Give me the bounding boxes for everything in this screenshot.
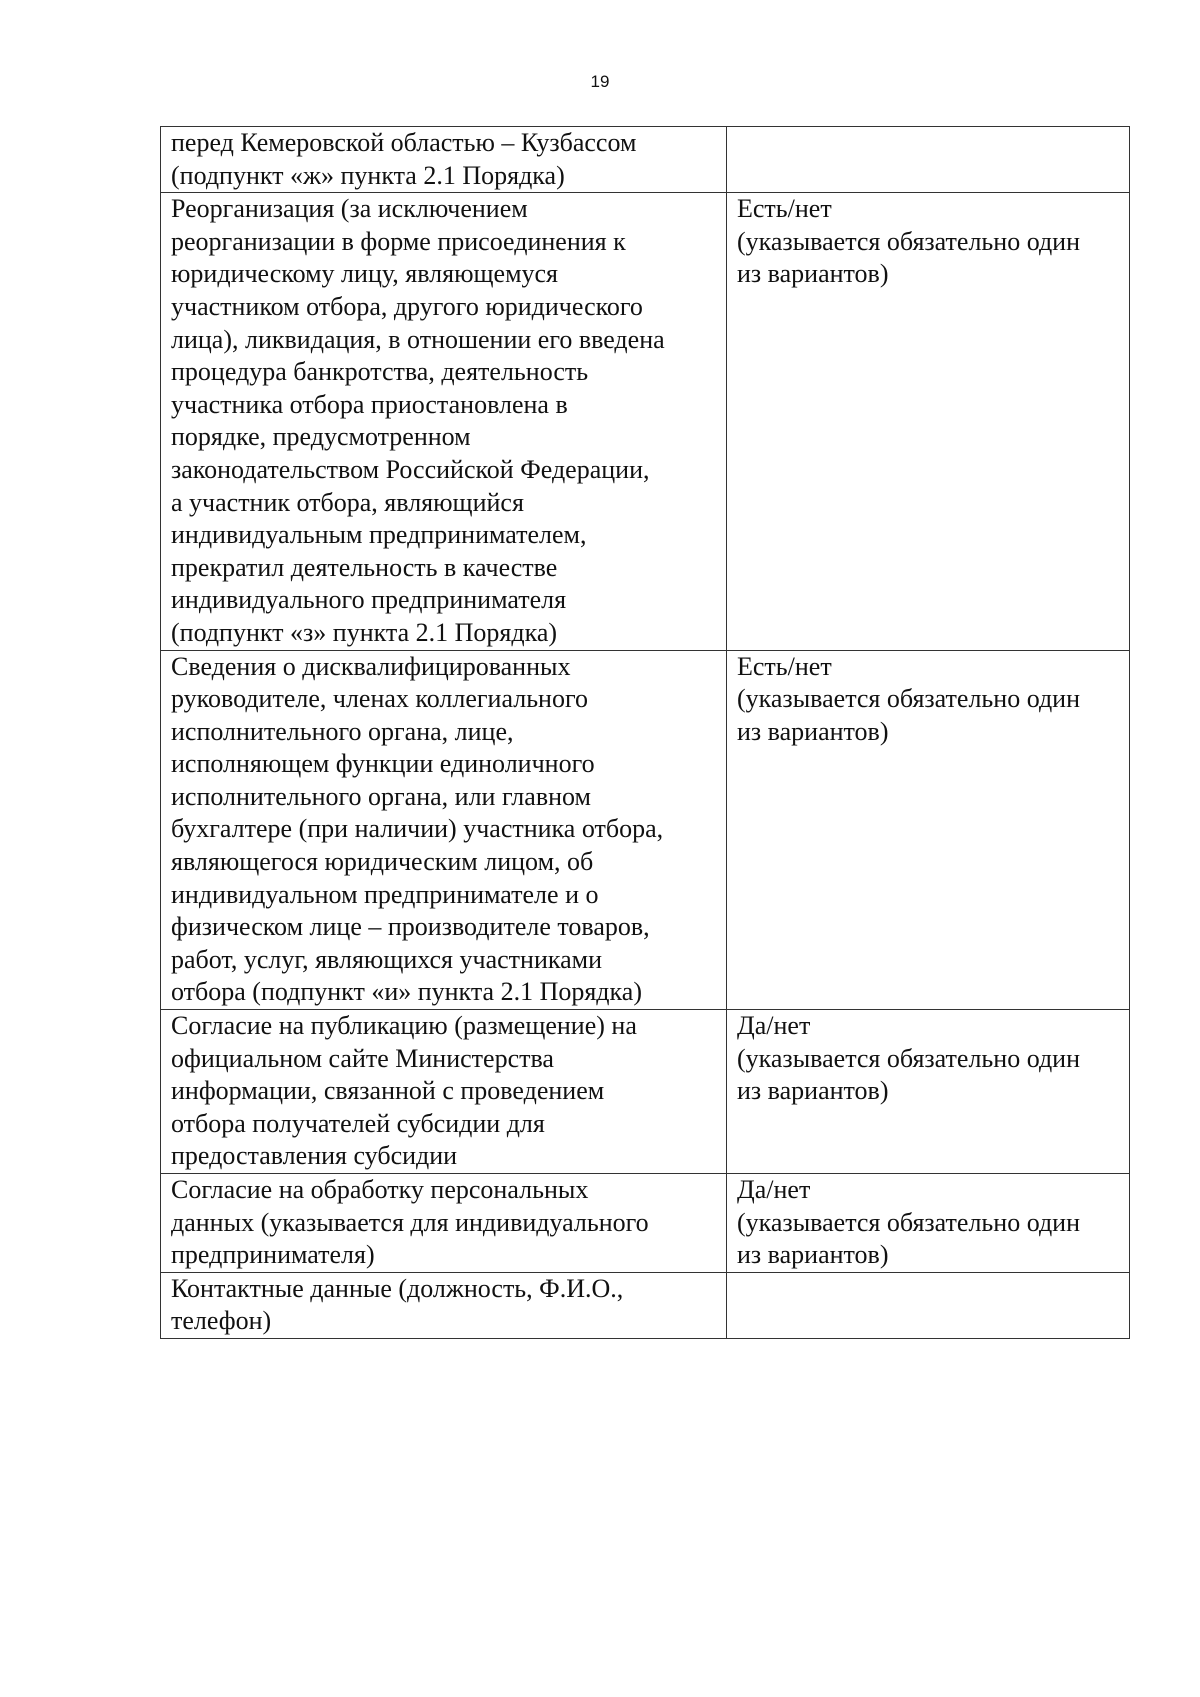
row-value-cell [727,1010,1130,1174]
label-line: реорганизации в форме присоединения к [171,226,626,256]
value-line: Да/нет [737,1011,811,1041]
label-line: работ, услуг, являющихся участниками [171,944,603,974]
row-label-cell [161,1174,727,1273]
row-value-cell [727,1174,1130,1273]
label-line: участником отбора, другого юридического [171,291,643,321]
row-label-cell [161,127,727,193]
label-line: (подпункт «ж» пункта 2.1 Порядка) [171,160,565,190]
row-value-cell [727,193,1130,650]
label-line: Согласие на публикацию (размещение) на [171,1011,637,1041]
row-label-cell [161,1272,727,1338]
label-line: Сведения о дисквалифицированных [171,651,571,681]
table-body [161,127,1130,1339]
label-line: (подпункт «з» пункта 2.1 Порядка) [171,617,558,647]
label-line: являющегося юридическим лицом, об [171,847,594,877]
value-line: (указывается обязательно один [737,1207,1081,1237]
label-line: Реорганизация (за исключением [171,194,528,224]
value-line: (указывается обязательно один [737,1043,1081,1073]
row-label-cell [161,1010,727,1174]
table-row [161,1010,1130,1174]
table-row [161,1174,1130,1273]
value-line: из вариантов) [737,1076,889,1106]
table-row [161,127,1130,193]
label-line: законодательством Российской Федерации, [171,454,650,484]
label-line: процедура банкротства, деятельность [171,357,589,387]
label-line: отбора (подпункт «и» пункта 2.1 Порядка) [171,977,642,1007]
label-line: исполняющем функции единоличного [171,749,595,779]
value-line: из вариантов) [737,259,889,289]
value-line: Да/нет [737,1175,811,1204]
row-value-cell [727,650,1130,1010]
label-line: предоставления субсидии [171,1141,458,1171]
label-line: информации, связанной с проведением [171,1076,605,1106]
label-line: индивидуального предпринимателя [171,585,567,615]
label-line: исполнительного органа, или главном [171,781,591,811]
label-line: лица), ликвидация, в отношении его введена [171,324,665,354]
row-label-cell [161,650,727,1010]
label-line: физическом лице – производителе товаров, [171,912,650,942]
label-line: перед Кемеровской областью – Кузбассом [171,128,637,157]
value-line: Есть/нет [737,651,832,681]
label-line: индивидуальным предпринимателем, [171,520,587,550]
row-value-cell [727,127,1130,193]
label-line: бухгалтере (при наличии) участника отбора, [171,814,664,844]
row-label-cell [161,193,727,650]
row-value-cell [727,1272,1130,1338]
label-line: руководителе, членах коллегиального [171,684,588,714]
table-row [161,650,1130,1010]
label-line: участника отбора приостановлена в [171,389,568,419]
label-line: порядке, предусмотренном [171,422,471,452]
label-line: Контактные данные (должность, Ф.И.О., [171,1273,624,1303]
label-line: юридическому лицу, являющемуся [171,259,559,289]
value-line: Есть/нет [737,194,832,224]
form-table [160,126,1130,1339]
value-line: (указывается обязательно один [737,684,1081,714]
label-line: предпринимателя) [171,1240,375,1270]
value-line: из вариантов) [737,716,889,746]
label-line: данных (указывается для индивидуального [171,1207,649,1237]
label-line: телефон) [171,1306,272,1336]
page-number: 19 [590,72,610,91]
label-line: отбора получателей субсидии для [171,1108,545,1138]
label-line: Согласие на обработку персональных [171,1175,589,1204]
label-line: прекратил деятельность в качестве [171,552,558,582]
label-line: а участник отбора, являющийся [171,487,524,517]
table-row [161,193,1130,650]
label-line: исполнительного органа, лице, [171,716,514,746]
table-row [161,1272,1130,1338]
label-line: официальном сайте Министерства [171,1043,554,1073]
value-line: из вариантов) [737,1240,889,1270]
label-line: индивидуальном предпринимателе и о [171,879,599,909]
value-line: (указывается обязательно один [737,226,1081,256]
